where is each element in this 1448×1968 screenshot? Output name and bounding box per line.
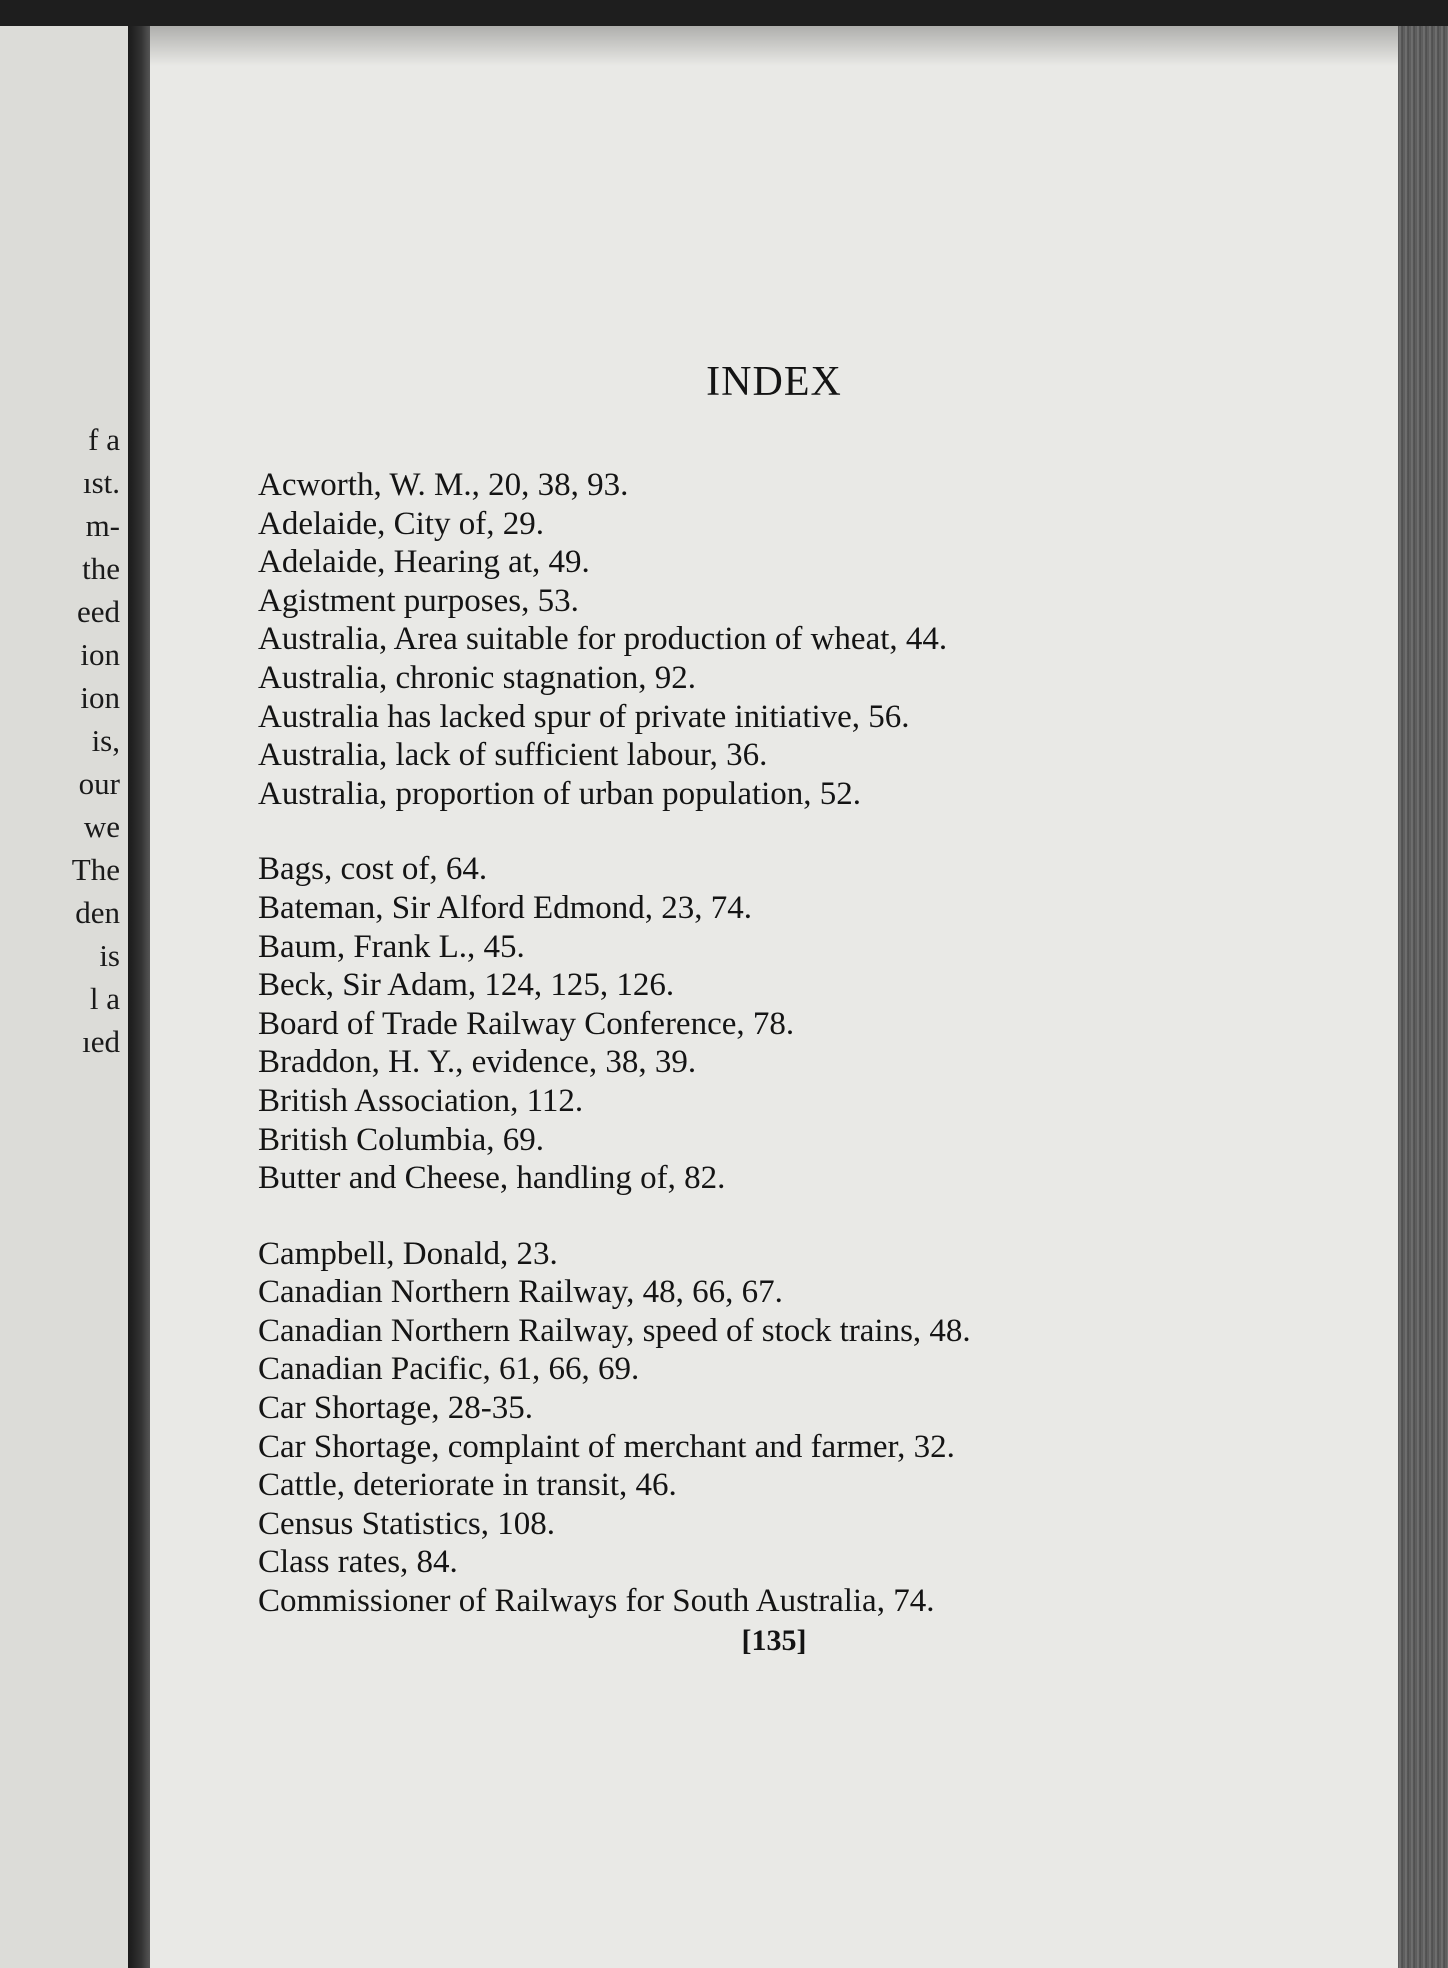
index-entry: Australia has lacked spur of private initiative, 56. [258, 698, 910, 735]
index-entry: Acworth, W. M., 20, 38, 93. [258, 467, 629, 503]
index-entry: Class rates, 84. [258, 1544, 458, 1581]
index-entry: Commissioner of Railways for South Australia, 74. [258, 1583, 935, 1620]
index-entry: Canadian Pacific, 61, 66, 69. [258, 1351, 640, 1388]
facing-page-fragment: The [71, 852, 120, 887]
facing-page-fragment: we [83, 809, 120, 844]
index-entry: British Columbia, 69. [258, 1121, 545, 1158]
facing-page-fragment: our [78, 766, 120, 801]
index-entry: Australia, chronic stagnation, 92. [258, 659, 697, 696]
facing-page-fragment: l a [89, 981, 120, 1016]
index-entry: Cattle, deteriorate in transit, 46. [258, 1467, 677, 1504]
index-entry: Bags, cost of, 64. [258, 851, 488, 888]
index-entry: Census Statistics, 108. [258, 1505, 556, 1542]
index-entry: Campbell, Donald, 23. [258, 1235, 558, 1272]
index-entry: Agistment purposes, 53. [258, 582, 579, 619]
index-entry: Bateman, Sir Alford Edmond, 23, 74. [258, 889, 753, 926]
book-gutter [128, 26, 150, 1968]
index-entry: Car Shortage, 28-35. [258, 1390, 533, 1427]
facing-page-fragment: ıst. [82, 465, 120, 500]
facing-page-fragment: ıed [82, 1024, 120, 1059]
index-entry: Beck, Sir Adam, 124, 125, 126. [258, 967, 675, 1004]
facing-page-fragment: is, [91, 723, 120, 758]
facing-page-fragment: m- [85, 508, 120, 543]
index-entry: Canadian Northern Railway, speed of stock trains, 48. [258, 1312, 971, 1349]
index-entry: Baum, Frank L., 45. [258, 928, 525, 965]
index-entry: Car Shortage, complaint of merchant and farmer, 32. [258, 1428, 955, 1465]
index-entry: Canadian Northern Railway, 48, 66, 67. [258, 1274, 783, 1311]
index-entry: Australia, lack of sufficient labour, 36. [258, 737, 768, 774]
book-edge [1398, 26, 1448, 1968]
facing-page-fragment: the [82, 551, 120, 586]
index-entry: Board of Trade Railway Conference, 78. [258, 1005, 795, 1042]
index-entry: Australia, Area suitable for production of wheat, 44. [258, 621, 948, 658]
page-number: [135] [741, 1624, 807, 1657]
facing-page-fragment: f a [88, 422, 120, 457]
index-entry: Braddon, H. Y., evidence, 38, 39. [258, 1044, 697, 1081]
facing-page-fragment: is [99, 938, 120, 973]
index-entry: Butter and Cheese, handling of, 82. [258, 1160, 726, 1197]
index-entry: Adelaide, Hearing at, 49. [258, 544, 590, 581]
index-entry: Adelaide, City of, 29. [258, 505, 544, 542]
page-top-shadow [150, 26, 1398, 66]
facing-page [0, 26, 128, 1968]
page-title: INDEX [706, 359, 842, 405]
index-entry: Australia, proportion of urban population, 52. [258, 775, 862, 812]
group-separator [258, 1198, 1378, 1235]
facing-page-fragment: den [75, 895, 120, 930]
facing-page-fragment: ion [80, 680, 120, 715]
facing-page-fragment: eed [76, 594, 120, 629]
group-separator [258, 813, 1378, 850]
index-entries [258, 466, 1378, 1621]
index-entry: British Association, 112. [258, 1082, 584, 1119]
facing-page-fragment: ion [80, 637, 120, 672]
